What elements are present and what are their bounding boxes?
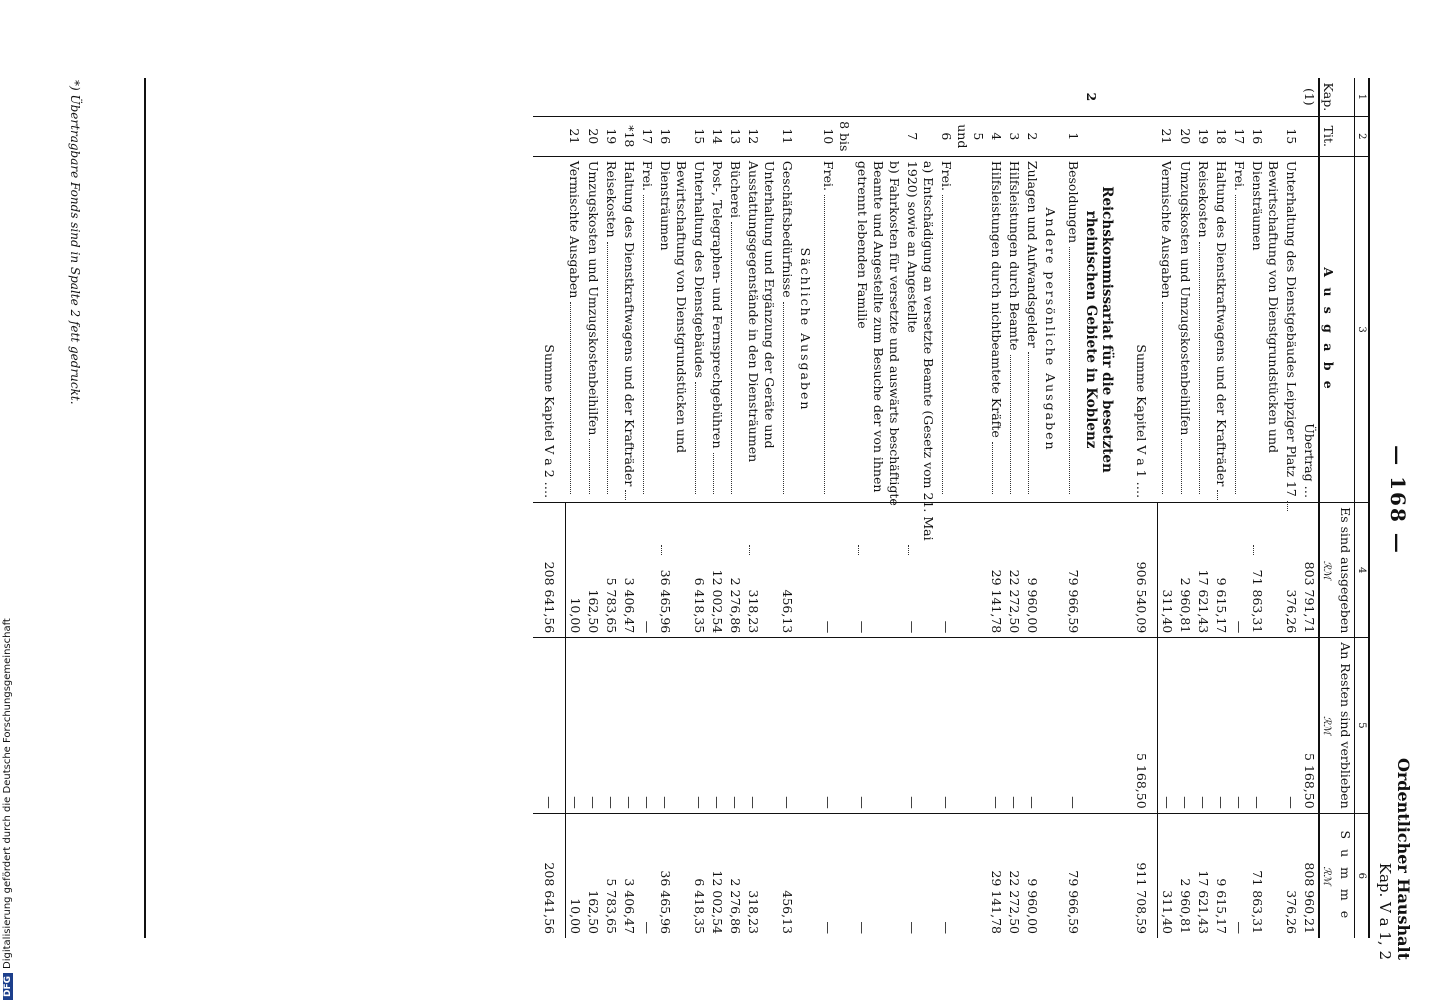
row-reste: —: [903, 638, 937, 813]
table-row: [726, 78, 744, 938]
row-description: [726, 156, 744, 502]
table-row: [1230, 78, 1248, 938]
row-description-text: Unterhaltung des Dienstgebäudes Leipziger Platz 17: [1284, 160, 1299, 497]
header-ausgabe: [1319, 156, 1355, 502]
row-ausgegeben: 376,26: [1282, 503, 1300, 638]
row-ausgegeben: 2 960,81: [1176, 503, 1194, 638]
row-titel: 12: [744, 116, 778, 156]
row-description-text: a) Entschädigung an versetzte Beamte (Gesetz vom 21. Mai 1920) sowie an Angestellte: [905, 160, 936, 541]
row-description: [778, 156, 796, 502]
running-title: [1376, 758, 1412, 960]
row-description: [1282, 156, 1300, 502]
dot-leader: [1217, 490, 1218, 500]
row-titel: 21: [566, 116, 585, 156]
row-kap-empty: [853, 78, 903, 116]
row-summe: 9 615,17: [1212, 813, 1230, 938]
row-kap-empty: [778, 78, 796, 116]
row-titel: 16: [656, 116, 690, 156]
sum-ausgegeben: 906 540,09: [1125, 503, 1158, 638]
sum-label: Summe Kapitel V a 1: [1134, 344, 1149, 478]
row-reste: —: [744, 638, 778, 813]
table-row: [1300, 78, 1319, 938]
row-description: [584, 156, 602, 502]
row-titel: 15: [690, 116, 708, 156]
row-reste: —: [819, 638, 853, 813]
row-description-text: Reisekosten: [1196, 160, 1211, 238]
row-summe: 318,23: [744, 813, 778, 938]
column-number-row: [1355, 78, 1370, 938]
row-ausgegeben: 2 276,86: [726, 503, 744, 638]
colnum: 4: [1355, 503, 1370, 638]
dot-leader: [908, 545, 909, 555]
header-subtitle: Kap. V a 1, 2: [1376, 862, 1394, 960]
row-reste: —: [1176, 638, 1194, 813]
row-kap-empty: [726, 78, 744, 116]
sum-row: [533, 78, 566, 938]
budget-table: [533, 78, 1370, 938]
row-description-text: Unterhaltung und Ergänzung der Geräte und Ausstattungsgegenstände in den Diensträumen: [746, 160, 777, 463]
row-ausgegeben: 311,40: [1158, 503, 1177, 638]
row-summe: 2 276,86: [726, 813, 744, 938]
row-titel: 14: [708, 116, 726, 156]
row-summe: 17 621,43: [1194, 813, 1212, 938]
header-tit: Tit.: [1319, 116, 1355, 156]
row-summe: 3 406,47: [620, 813, 638, 938]
colnum: 6: [1355, 813, 1370, 938]
row-ausgegeben: 29 141,78: [987, 503, 1005, 638]
row-ausgegeben: 162,50: [584, 503, 602, 638]
table-row: [1023, 78, 1041, 938]
dot-leader: [1253, 545, 1254, 555]
row-description: [690, 156, 708, 502]
row-titel: 4: [987, 116, 1005, 156]
row-titel: 1: [1064, 116, 1082, 156]
table-row: [620, 78, 638, 938]
row-description-text: Frei.: [821, 160, 836, 191]
row-summe: 9 960,00: [1023, 813, 1041, 938]
table-row: [708, 78, 726, 938]
row-kap-empty: [744, 78, 778, 116]
row-kap-empty: [602, 78, 620, 116]
subheading: Sächliche Ausgaben: [796, 156, 819, 502]
row-ausgegeben: —: [638, 503, 656, 638]
dot-leader: [942, 195, 943, 494]
table-row: [744, 78, 778, 938]
dfg-logo: DFG: [3, 973, 13, 1000]
table-row: [638, 78, 656, 938]
row-reste: —: [778, 638, 796, 813]
row-ausgegeben: 9 960,00: [1023, 503, 1041, 638]
kapitel-number: 2: [1084, 92, 1099, 102]
dot-leader: [607, 242, 608, 495]
row-reste: —: [1248, 638, 1282, 813]
row-summe: —: [819, 813, 853, 938]
row-reste: —: [602, 638, 620, 813]
row-description: [1005, 156, 1023, 502]
dot-leader: [695, 382, 696, 494]
row-summe: 456,13: [778, 813, 796, 938]
row-description: [1194, 156, 1212, 502]
table-row: [1194, 78, 1212, 938]
row-summe: 5 783,65: [602, 813, 620, 938]
row-kap-empty: [584, 78, 602, 116]
row-description-text: Reisekosten: [604, 160, 619, 238]
row-description: [937, 156, 987, 502]
row-description: [1023, 156, 1041, 502]
row-titel: 20: [1176, 116, 1194, 156]
row-summe: 2 960,81: [1176, 813, 1194, 938]
header-ausgabe-text: A u s g a b e: [1321, 267, 1336, 392]
unit-label: ℛℳ: [1321, 866, 1332, 886]
row-titel: 20: [584, 116, 602, 156]
row-description: [819, 156, 853, 502]
table-row: [1282, 78, 1300, 938]
row-titel: 16: [1248, 116, 1282, 156]
row-titel: 21: [1158, 116, 1177, 156]
row-description-text: Umzugskosten und Umzugskostenbeihilfen: [1178, 160, 1193, 436]
row-ausgegeben: —: [819, 503, 853, 638]
row-description-text: Zulagen und Aufwandsgelder: [1025, 160, 1040, 348]
dfg-credit-text: Digitalisierung gefördert durch die Deutsche Forschungsgemeinschaft: [2, 618, 13, 969]
sum-reste: —: [533, 638, 566, 813]
row-summe: —: [853, 813, 903, 938]
row-titel: [1300, 116, 1319, 156]
row-ausgegeben: —: [903, 503, 937, 638]
row-reste: —: [566, 638, 585, 813]
dot-leader: [992, 442, 993, 494]
row-reste: —: [853, 638, 903, 813]
dot-leader: [625, 490, 626, 500]
row-ausgegeben: 5 783,65: [602, 503, 620, 638]
table-row: [778, 78, 796, 938]
row-description: [1212, 156, 1230, 502]
colnum: 3: [1355, 156, 1370, 502]
row-ausgegeben: 9 615,17: [1212, 503, 1230, 638]
section-title-row: [1082, 78, 1125, 938]
table-row: [1005, 78, 1023, 938]
header-ausgegeben: [1319, 503, 1355, 638]
row-reste: —: [1212, 638, 1230, 813]
row-kap-empty: [819, 78, 853, 116]
row-reste: —: [1023, 638, 1041, 813]
row-reste: —: [726, 638, 744, 813]
row-kap: [1194, 78, 1212, 116]
row-kap-empty: [566, 78, 585, 116]
row-titel: 5 und 6: [937, 116, 987, 156]
row-summe: —: [638, 813, 656, 938]
row-description-text: Unterhaltung des Dienstgebäudes: [692, 160, 707, 378]
row-ausgegeben: 22 272,50: [1005, 503, 1023, 638]
row-kap-empty: [903, 78, 937, 116]
row-description-text: Frei.: [939, 160, 954, 191]
row-description: [1064, 156, 1082, 502]
colnum: 1: [1355, 78, 1370, 116]
row-summe: 162,50: [584, 813, 602, 938]
row-summe: 6 418,35: [690, 813, 708, 938]
row-ausgegeben: —: [937, 503, 987, 638]
dot-leader: [824, 195, 825, 494]
row-kap: [1282, 78, 1300, 116]
row-reste: —: [987, 638, 1005, 813]
row-description-text: Übertrag: [1302, 423, 1317, 482]
sum-label: Summe Kapitel V a 2: [542, 344, 557, 478]
section-title: Reichskommissariat für die besetzten rheinischen Gebiete in Koblenz: [1082, 156, 1125, 502]
subheading-row: [796, 78, 819, 938]
row-description-text: Bewirtschaftung von Dienstgrundstücken und Diensträumen: [658, 160, 689, 454]
row-summe: 36 465,96: [656, 813, 690, 938]
row-kap-empty: [1064, 78, 1082, 116]
row-description: [602, 156, 620, 502]
sum-summe: 208 641,56: [533, 813, 566, 938]
table-row: [1212, 78, 1230, 938]
row-titel: *18: [620, 116, 638, 156]
row-summe: 376,26: [1282, 813, 1300, 938]
row-description-text: Post-, Telegraphen- und Fernsprechgebühren: [710, 160, 725, 449]
row-kap: [1212, 78, 1230, 116]
row-reste: —: [1282, 638, 1300, 813]
row-titel: 3: [1005, 116, 1023, 156]
table-row: [1248, 78, 1282, 938]
row-kap: [1230, 78, 1248, 116]
row-titel: 19: [602, 116, 620, 156]
dot-leader: [1199, 242, 1200, 495]
header-summe: [1319, 813, 1355, 938]
row-reste: —: [1005, 638, 1023, 813]
dot-leader: [1028, 352, 1029, 494]
row-description-text: Bewirtschaftung von Dienstgrundstücken und Diensträumen: [1250, 160, 1281, 454]
row-description-text: Frei.: [640, 160, 655, 191]
row-ausgegeben: 17 621,43: [1194, 503, 1212, 638]
row-summe: 12 002,54: [708, 813, 726, 938]
dot-leader: [589, 439, 590, 494]
row-titel: 17: [638, 116, 656, 156]
dot-leader: [1287, 501, 1288, 511]
row-titel: 11: [778, 116, 796, 156]
row-reste: —: [708, 638, 726, 813]
row-ausgegeben: 6 418,35: [690, 503, 708, 638]
footnote: *) Übertragbare Fonds sind in Spalte 2 fett gedruckt.: [68, 80, 82, 405]
row-summe: 22 272,50: [1005, 813, 1023, 938]
row-kap: (1): [1302, 87, 1317, 106]
row-kap: [1248, 78, 1282, 116]
table-row: [656, 78, 690, 938]
sum-label-cell: Summe Kapitel V a 1 ….: [1125, 156, 1158, 502]
table-row: [853, 78, 903, 938]
row-description: [566, 156, 585, 502]
row-kap-empty: [620, 78, 638, 116]
row-titel: [853, 116, 903, 156]
dot-leader: [713, 453, 714, 495]
row-reste: —: [1158, 638, 1177, 813]
row-kap-empty: [1023, 78, 1041, 116]
row-reste: —: [1230, 638, 1248, 813]
row-description: [638, 156, 656, 502]
row-reste: —: [690, 638, 708, 813]
column-header-row: [1319, 78, 1355, 938]
row-kap-empty: [690, 78, 708, 116]
row-ausgegeben: 803 791,71: [1300, 503, 1319, 638]
table-row: [987, 78, 1005, 938]
row-description-text: Haltung des Dienstkraftwagens und der Krafträder: [622, 160, 637, 487]
unit-label: ℛℳ: [1321, 716, 1332, 735]
header-reste: [1319, 638, 1355, 813]
row-description: Übertrag …: [1300, 156, 1319, 502]
header-reste-text: An Resten sind verblieben: [1338, 642, 1353, 809]
row-kap-empty: [708, 78, 726, 116]
dot-leader: [1235, 195, 1236, 494]
table-row: [937, 78, 987, 938]
dot-leader: [1069, 247, 1070, 494]
table-row: [566, 78, 585, 938]
dot-leader: [1010, 355, 1011, 495]
dot-leader: [661, 545, 662, 555]
row-ausgegeben: 318,23: [744, 503, 778, 638]
table-row: [690, 78, 708, 938]
table-row: [819, 78, 853, 938]
row-reste: —: [620, 638, 638, 813]
row-kap-empty: [937, 78, 987, 116]
row-reste: —: [1064, 638, 1082, 813]
row-summe: 311,40: [1158, 813, 1177, 938]
colnum: 5: [1355, 638, 1370, 813]
dot-leader: [1181, 439, 1182, 494]
sum-label-cell: Summe Kapitel V a 2 ….: [533, 156, 566, 502]
row-description-text: Haltung des Dienstkraftwagens und der Krafträder: [1214, 160, 1229, 487]
dot-leader: [731, 222, 732, 494]
row-ausgegeben: 3 406,47: [620, 503, 638, 638]
dot-leader: [749, 545, 750, 555]
row-summe: 71 863,31: [1248, 813, 1282, 938]
dot-leader: [1163, 302, 1164, 494]
row-kap: [1176, 78, 1194, 116]
row-reste: —: [584, 638, 602, 813]
table-row: [584, 78, 602, 938]
table-row: [1158, 78, 1177, 938]
subheading: Andere persönliche Ausgaben: [1041, 156, 1064, 502]
row-ausgegeben: 10,00: [566, 503, 585, 638]
sum-row: [1125, 78, 1158, 938]
subheading-row: [1041, 78, 1064, 938]
header-kap: Kap.: [1319, 78, 1355, 116]
dot-leader: [858, 545, 859, 555]
row-kap: [1158, 78, 1177, 116]
row-titel: 13: [726, 116, 744, 156]
row-description: [1158, 156, 1177, 502]
dfg-credit: [2, 600, 18, 1000]
row-summe: 29 141,78: [987, 813, 1005, 938]
row-reste: —: [1194, 638, 1212, 813]
row-ausgegeben: 36 465,96: [656, 503, 690, 638]
row-titel: 17: [1230, 116, 1248, 156]
footnote-rule: [144, 78, 146, 938]
dot-leader: [783, 302, 784, 495]
table-row: [1064, 78, 1082, 938]
row-description-text: Besoldungen: [1066, 160, 1081, 243]
row-reste: 5 168,50: [1300, 638, 1319, 813]
row-description-text: Frei.: [1232, 160, 1247, 191]
row-titel: 15: [1282, 116, 1300, 156]
row-description: [708, 156, 726, 502]
unit-label: ℛℳ: [1321, 560, 1332, 580]
row-description: [1230, 156, 1248, 502]
row-description: [903, 156, 937, 541]
row-ausgegeben: —: [1230, 503, 1248, 638]
header-summe-text: S u m m e: [1338, 830, 1353, 922]
row-description-text: Hilfsleistungen durch nichtbeamtete Kräfte: [989, 160, 1004, 438]
row-titel: 19: [1194, 116, 1212, 156]
row-description-text: Bücherei: [728, 160, 743, 218]
row-titel: 18: [1212, 116, 1230, 156]
row-summe: —: [1230, 813, 1248, 938]
row-titel: 2: [1023, 116, 1041, 156]
row-description: [987, 156, 1005, 502]
header-title: Ordentlicher Haushalt: [1394, 757, 1413, 960]
row-description-text: Umzugskosten und Umzugskostenbeihilfen: [586, 160, 601, 436]
row-description: [620, 156, 638, 502]
row-kap-empty: [638, 78, 656, 116]
dot-leader: [643, 195, 644, 494]
row-reste: —: [937, 638, 987, 813]
row-ausgegeben: 71 863,31: [1248, 503, 1282, 638]
row-titel: 7: [903, 116, 937, 156]
row-description: [1248, 156, 1282, 502]
row-description-text: b) Fahrkosten für versetzte und auswärts beschäftigte Beamte und Angestellte zum Besuche der von ihnen getrennt lebenden Familie: [855, 160, 902, 506]
row-titel: 8 bis 10: [819, 116, 853, 156]
row-ausgegeben: 79 966,59: [1064, 503, 1082, 638]
row-description-text: Vermischte Ausgaben: [567, 160, 583, 299]
row-kap-empty: [1005, 78, 1023, 116]
table-row: [602, 78, 620, 938]
colnum: 2: [1355, 116, 1370, 156]
row-description: [1176, 156, 1194, 502]
row-description-text: Vermischte Ausgaben: [1159, 160, 1175, 299]
row-reste: —: [638, 638, 656, 813]
page-number: — 168 —: [1386, 445, 1410, 555]
row-ausgegeben: 456,13: [778, 503, 796, 638]
row-summe: —: [937, 813, 987, 938]
row-kap-empty: [656, 78, 690, 116]
dot-leader: [571, 302, 572, 494]
row-ausgegeben: 12 002,54: [708, 503, 726, 638]
table-row: [1176, 78, 1194, 938]
row-summe: 79 966,59: [1064, 813, 1082, 938]
row-kap-empty: [987, 78, 1005, 116]
sum-ausgegeben: 208 641,56: [533, 503, 566, 638]
row-description: [744, 156, 778, 502]
table-row: [903, 78, 937, 938]
row-summe: 808 960,21: [1300, 813, 1319, 938]
row-reste: —: [656, 638, 690, 813]
row-summe: —: [903, 813, 937, 938]
row-description: [656, 156, 690, 502]
row-ausgegeben: —: [853, 503, 903, 638]
row-description: [853, 156, 903, 506]
header-ausgegeben-text: Es sind ausgegeben: [1338, 507, 1353, 634]
row-description-text: Geschäftsbedürfnisse: [780, 160, 795, 298]
row-summe: 10,00: [566, 813, 585, 938]
sum-summe: 911 708,59: [1125, 813, 1158, 938]
sum-reste: 5 168,50: [1125, 638, 1158, 813]
row-description-text: Hilfsleistungen durch Beamte: [1007, 160, 1022, 351]
